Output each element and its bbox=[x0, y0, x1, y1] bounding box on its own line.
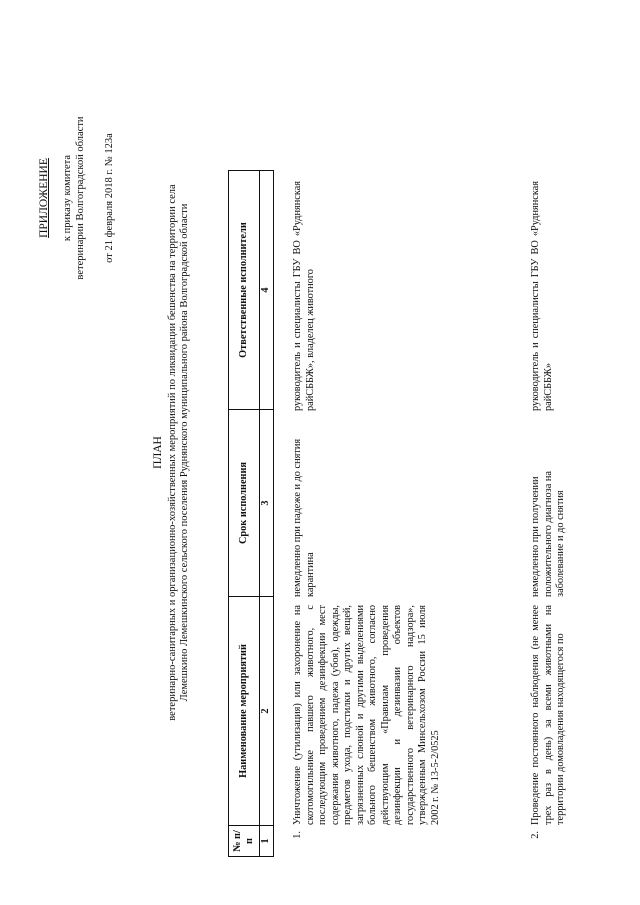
plan-subtitle-line: Лемешкино Лемешкинского сельского поселения Руднянского муниципального района Волгоградской области bbox=[179, 203, 190, 702]
col-header-name: Наименование мероприятий bbox=[229, 597, 260, 826]
col-number: 2 bbox=[260, 597, 274, 826]
appendix-block bbox=[38, 78, 116, 318]
plan-table-body bbox=[292, 177, 568, 857]
table-row bbox=[292, 177, 524, 857]
plan-subtitle-line: ветеринарно-санитарных и организационно-хозяйственных мероприятий по ликвидации бешенства на территории села bbox=[166, 184, 178, 721]
col-number: 1 bbox=[260, 826, 274, 857]
col-header-number: № п/п bbox=[229, 826, 260, 857]
row-measure: Уничтожение (утилизация) или захоронение на скотомогильнике павшего животного, с последующим проведением дезинфекции мест содержания животного, падежа (убоя), одежды, предметов ухода, подстилки и других вещей, загрязненных слюной и другими выделениями больного бешенством животного, согласно действующим «Правилам проведения дезинфекции и дезинвазии объектов государственного ветеринарного надзора», утвержденным Минсельхозом России 15 июля 2002 г. № 13-5-2/0525 bbox=[292, 605, 441, 825]
col-number: 4 bbox=[260, 171, 274, 410]
row-number: 1. bbox=[292, 831, 303, 839]
plan-title: ПЛАН bbox=[152, 436, 164, 469]
appendix-line: ветеринарии Волгоградской области bbox=[75, 116, 86, 280]
row-number: 2. bbox=[530, 831, 541, 839]
row-term: немедленно при падеже и до снятия карантина bbox=[292, 438, 316, 597]
row-executors: руководитель и специалисты ГБУ ВО «Руднянская райСББЖ» bbox=[530, 181, 554, 411]
row-term: немедленно при получении положительного диагноза на заболевание и до снятия bbox=[530, 471, 566, 597]
table-row bbox=[524, 177, 568, 857]
col-header-term: Срок исполнения bbox=[229, 410, 260, 597]
col-header-executors: Ответственные исполнители bbox=[229, 171, 260, 410]
appendix-date: от 21 февраля 2018 г. № 123а bbox=[104, 133, 115, 263]
appendix-line: к приказу комитета bbox=[62, 154, 73, 242]
appendix-heading: ПРИЛОЖЕНИЕ bbox=[38, 158, 50, 238]
row-executors: руководитель и специалисты ГБУ ВО «Руднянская райСББЖ», владелец животного bbox=[292, 181, 316, 411]
plan-table-header bbox=[228, 170, 274, 857]
plan-heading bbox=[152, 140, 192, 765]
col-number: 3 bbox=[260, 410, 274, 597]
row-measure: Проведение постоянного наблюдения (не менее трех раз в день) за всеми животными на территории домовладения находящегося по bbox=[530, 605, 566, 825]
